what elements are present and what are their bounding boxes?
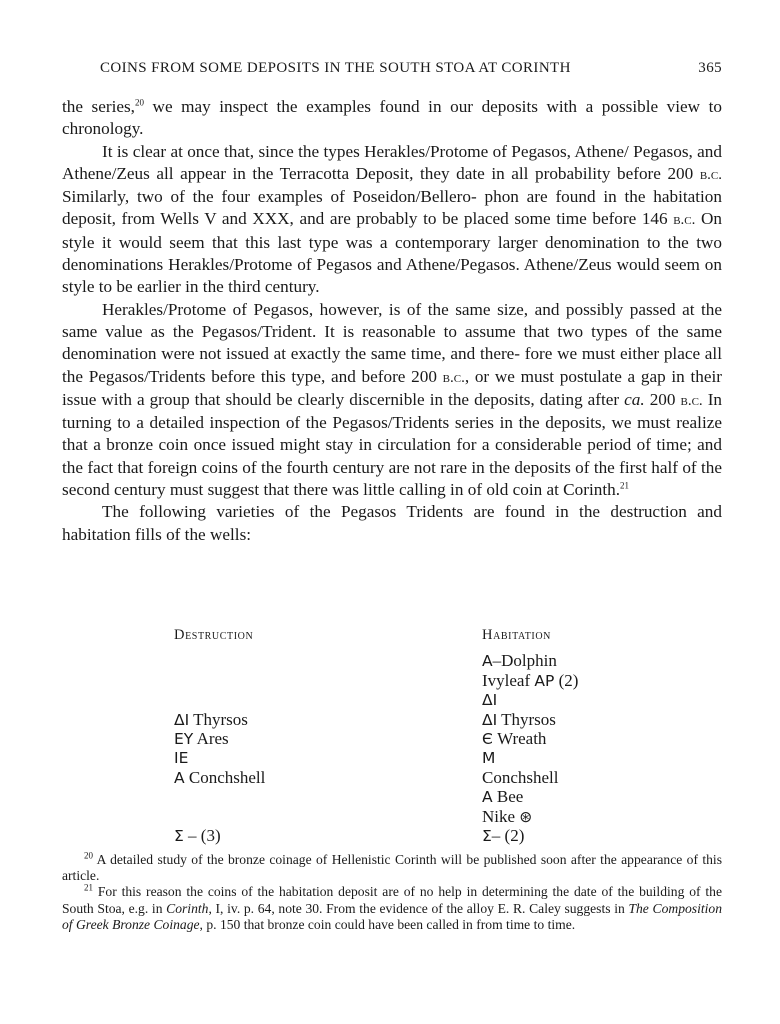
text-run: It is clear at once that, since the types Herakles/Protome of Pegasos, Athene/ Pegasos, and Athene/Zeus all appear in the Terracotta Deposit, they date in all probability before 200: [62, 141, 722, 183]
cited-work: Corinth: [166, 900, 209, 916]
text-run: In turning to a detailed inspection of the Pegasos/Tridents series in the deposits, we must realize that a bronze coin once issued might stay in circulation for a considerable period of time; and the fact that foreign coins of the fourth century are not rare in the deposits of the first half of the second century must suggest that there was little calling in of old coin at Corinth.: [62, 389, 723, 500]
monogram: ΔI: [174, 710, 190, 729]
destruction-rows: [174, 651, 265, 845]
variety-label: Nike: [482, 806, 520, 826]
footnote-text: , I, iv. p. 64, note 30. From the evidence of the alloy E. R. Caley suggests in: [208, 900, 629, 916]
article-body: [62, 96, 722, 546]
variety-label: Conchshell: [482, 767, 559, 787]
text-run: we may inspect the examples found in our deposits with a possible view to chronology.: [62, 97, 722, 139]
footnote-ref-20[interactable]: 20: [134, 97, 144, 108]
monogram: ΔI: [482, 710, 498, 729]
footnote-text: A detailed study of the bronze coinage of Hellenistic Corinth will be published soon after the appearance of this article.: [62, 852, 722, 884]
destruction-row: [174, 787, 265, 806]
footnote-21: [62, 884, 722, 933]
variety-label: Thyrsos: [497, 709, 556, 729]
cited-work: The Composition of Greek Bronze Coinage: [62, 900, 722, 932]
footnote-text: For this reason the coins of the habitation deposit are of no help in determining the date of the building of the South Stoa, e.g. in: [62, 884, 722, 916]
era-abbrev: b.c.: [673, 212, 696, 229]
footnote-text: , p. 150 that bronze coin could have been called in from time to time.: [199, 916, 576, 932]
footnote-20: [62, 852, 722, 884]
paragraph-3: [62, 299, 722, 502]
destruction-row: [174, 729, 265, 748]
variety-label: Ares: [193, 728, 229, 748]
footnote-ref-21[interactable]: 21: [620, 480, 629, 491]
monogram: Σ: [482, 826, 492, 845]
monogram: A: [174, 768, 185, 787]
habitation-row: [482, 710, 578, 729]
monogram: A: [482, 788, 493, 807]
text-run: 200: [644, 389, 681, 409]
destruction-row: [174, 651, 265, 670]
habitation-row: [482, 748, 578, 767]
variety-label: (2): [554, 670, 579, 690]
circa-abbrev: ca.: [624, 389, 645, 409]
habitation-row: [482, 671, 578, 690]
text-run: , or we must postulate a gap in their issue with a group that should be clearly discernible in the deposits, dating after: [62, 366, 722, 409]
variety-label: –Dolphin: [492, 651, 557, 671]
paragraph-4: The following varieties of the Pegasos Tridents are found in the destruction and habitation fills of the wells:: [62, 502, 722, 544]
destruction-row: [174, 768, 265, 787]
paragraph-1: [62, 96, 722, 141]
paragraph-2: [62, 141, 722, 299]
habitation-rows: [482, 651, 578, 845]
destruction-row: [174, 748, 265, 767]
habitation-column: [482, 626, 578, 845]
destruction-row: [174, 807, 265, 826]
monogram: ΔI: [482, 691, 498, 710]
habitation-heading: Habitation: [482, 627, 551, 643]
destruction-row: [174, 671, 265, 690]
destruction-row: [174, 710, 265, 729]
variety-label: – (3): [183, 825, 221, 845]
running-title: COINS FROM SOME DEPOSITS IN THE SOUTH STOA AT CORINTH: [100, 60, 571, 76]
text-run: the series,: [62, 97, 135, 116]
monogram: AP: [534, 671, 555, 690]
destruction-column: [174, 626, 265, 845]
habitation-row: [482, 651, 578, 670]
text-run: Herakles/Protome of Pegasos, however, is of the same size, and possibly passed at the same value as the Pegasos/Trident. It is reasonable to assume that two types of the same denomination were not issued at exactly the same time, and there- fore we must either place all the Pegasos/Tridents before this type, and before 200: [62, 299, 722, 386]
footnote-number: 21: [84, 882, 93, 893]
page-number: 365: [698, 60, 722, 76]
habitation-row: [482, 729, 578, 748]
era-abbrev: b.c.: [699, 166, 722, 183]
footnotes: [62, 852, 722, 933]
monogram: ⊛: [519, 807, 533, 826]
text-run: On style it would seem that this last type was a contemporary larger denomination to the two denominations Herakles/Protome of Pegasos and Athene/Pegasos. Athene/Zeus would seem on style to be earlier in the third century.: [62, 209, 723, 297]
habitation-row: [482, 768, 578, 787]
monogram: A: [482, 652, 493, 671]
habitation-row: [482, 787, 578, 806]
habitation-row: [482, 690, 578, 709]
variety-label: Conchshell: [184, 767, 266, 787]
text-run: Similarly, two of the four examples of Poseidon/Bellero- phon are found in the habitation deposit, from Wells V and XXX, and are probably to be placed some time before 146: [62, 187, 722, 229]
era-abbrev: b.c.: [680, 392, 703, 409]
monogram: Σ: [174, 826, 184, 845]
destruction-heading: Destruction: [174, 627, 254, 643]
varieties-table: [62, 626, 722, 846]
monogram: EY: [174, 729, 194, 748]
variety-label: Ivyleaf: [482, 670, 535, 690]
variety-label: Thyrsos: [189, 709, 248, 729]
monogram: IE: [174, 749, 189, 768]
destruction-row: [174, 826, 265, 845]
era-abbrev: b.c.: [442, 369, 465, 386]
variety-label: – (2): [491, 825, 525, 845]
monogram: M: [482, 749, 496, 768]
habitation-row: [482, 807, 578, 826]
habitation-row: [482, 826, 578, 845]
variety-label: Wreath: [492, 728, 547, 748]
footnote-number: 20: [84, 850, 93, 861]
variety-label: Bee: [492, 787, 524, 807]
destruction-row: [174, 690, 265, 709]
monogram: Є: [482, 729, 493, 748]
running-header: [62, 60, 722, 82]
